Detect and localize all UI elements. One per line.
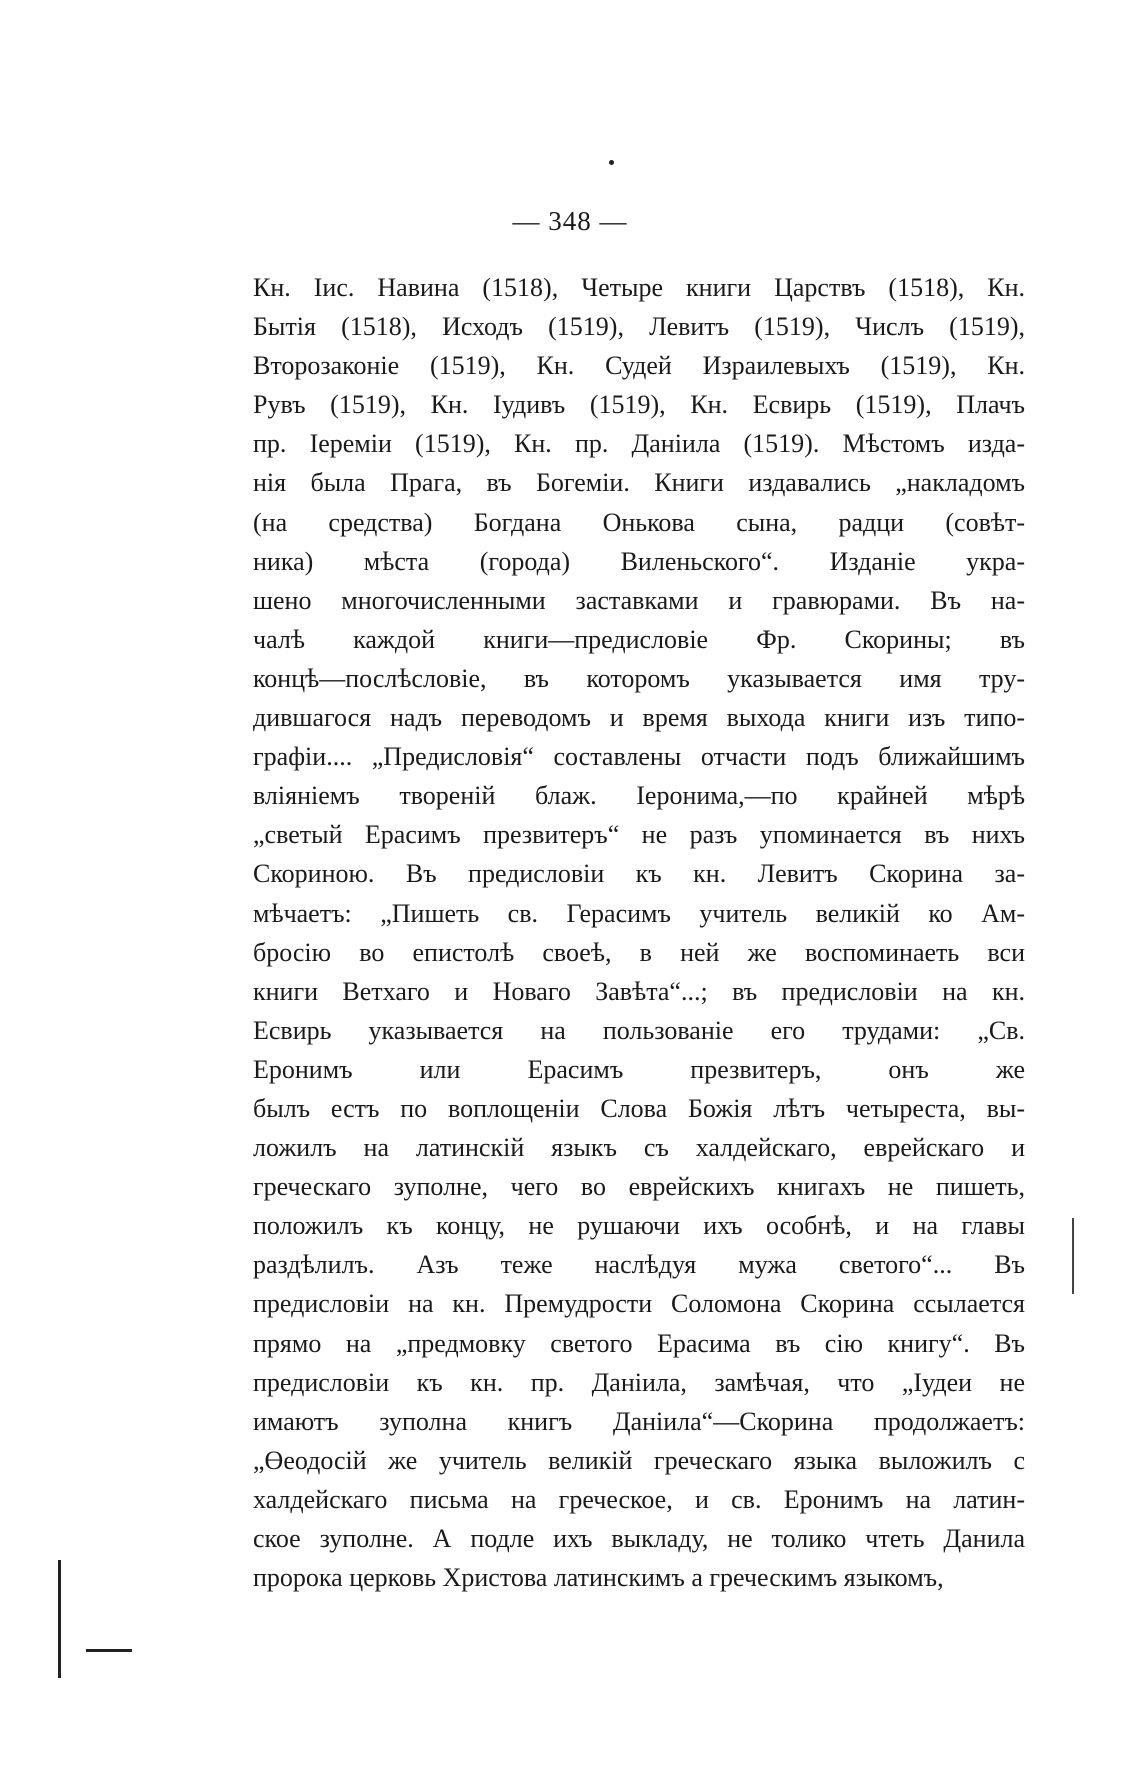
- text-line: предисловіи къ кн. пр. Даніила, замѣчая, что „Іудеи не: [253, 1367, 1025, 1397]
- text-line: Кн. Іис. Навина (1518), Четыре книги Царствъ (1518), Кн.: [253, 273, 1025, 302]
- text-line: ское зуполне. А подле ихъ выкладу, не толико чтеть Данила: [253, 1524, 1025, 1553]
- text-line: графіи.... „Предисловія“ составлены отчасти подъ ближайшимъ: [253, 742, 1025, 772]
- text-line: прямо на „предмовку светого Ерасима въ сію книгу“. Въ: [253, 1328, 1025, 1358]
- text-line: мѣчаетъ: „Пишеть св. Герасимъ учитель великій ко Ам-: [253, 898, 1025, 928]
- text-line: (на средства) Богдана Онькова сына, радци (совѣт-: [253, 507, 1025, 537]
- text-line: ложилъ на латинскій языкъ съ халдейскаго, еврейскаго и: [253, 1133, 1025, 1163]
- text-line: имаютъ зуполна книгъ Даніила“—Скорина продолжаетъ:: [253, 1406, 1025, 1436]
- page-number: — 348 —: [512, 206, 628, 236]
- text-line: „светый Ерасимъ презвитеръ“ не разъ упоминается въ нихъ: [253, 820, 1025, 850]
- text-line: чалѣ каждой книги—предисловіе Фр. Скорины; въ: [253, 624, 1025, 654]
- text-line: вліяніемъ твореній блаж. Іеронима,—по крайней мѣрѣ: [253, 781, 1025, 811]
- text-line: шено многочисленными заставками и гравюрами. Въ на-: [253, 585, 1025, 615]
- text-line: „Өеодосій же учитель великій греческаго языка выложилъ с: [253, 1445, 1025, 1475]
- text-line: предисловіи на кн. Премудрости Соломона Скорина ссылается: [253, 1289, 1025, 1319]
- text-line: греческаго зуполне, чего во еврейскихъ книгахъ не пишеть,: [253, 1172, 1025, 1202]
- body-text: [253, 268, 1025, 1597]
- text-line: дившагося надъ переводомъ и время выхода книги изъ типо-: [253, 703, 1025, 733]
- text-line: пр. Іереміи (1519), Кн. пр. Даніила (1519). Мѣстомъ изда-: [253, 429, 1025, 459]
- margin-dash: [86, 1649, 132, 1652]
- text-line: Второзаконіе (1519), Кн. Судей Израилевыхъ (1519), Кн.: [253, 351, 1025, 381]
- text-line: Есвирь указывается на пользованіе его трудами: „Св.: [253, 1015, 1025, 1045]
- text-line: халдейскаго письма на греческое, и св. Еронимъ на латин-: [253, 1484, 1025, 1514]
- text-line: Еронимъ или Ерасимъ презвитеръ, онъ же: [253, 1054, 1025, 1084]
- text-line: былъ естъ по воплощеніи Слова Божія лѣтъ четыреста, вы-: [253, 1093, 1025, 1123]
- text-line: нія была Прага, въ Богеміи. Книги издавались „накладомъ: [253, 468, 1025, 498]
- text-line: бросію во епистолѣ своеѣ, в ней же воспоминаеть вси: [253, 937, 1025, 967]
- text-line: Скориною. Въ предисловіи къ кн. Левитъ Скорина за-: [253, 859, 1025, 889]
- text-line: Рувъ (1519), Кн. Іудивъ (1519), Кн. Есвирь (1519), Плачъ: [253, 390, 1025, 420]
- text-line: книги Ветхаго и Новаго Завѣта“...; въ предисловіи на кн.: [253, 976, 1025, 1006]
- text-line: положилъ къ концу, не рушаючи ихъ особнѣ, и на главы: [253, 1211, 1025, 1241]
- ink-speck: [609, 160, 614, 165]
- text-line: раздѣлилъ. Азъ теже наслѣдуя мужа светого“... Въ: [253, 1250, 1025, 1280]
- text-line: Бытія (1518), Исходъ (1519), Левитъ (1519), Числъ (1519),: [253, 312, 1025, 342]
- text-line: пророка церковь Христова латинскимъ а греческимъ языкомъ,: [253, 1563, 944, 1593]
- margin-mark: [1072, 1218, 1074, 1294]
- text-line: концѣ—послѣсловіе, въ которомъ указывается имя тру-: [253, 663, 1025, 693]
- margin-rule: [58, 1560, 61, 1678]
- text-line: ника) мѣста (города) Виленьского“. Изданіе укра-: [253, 546, 1025, 576]
